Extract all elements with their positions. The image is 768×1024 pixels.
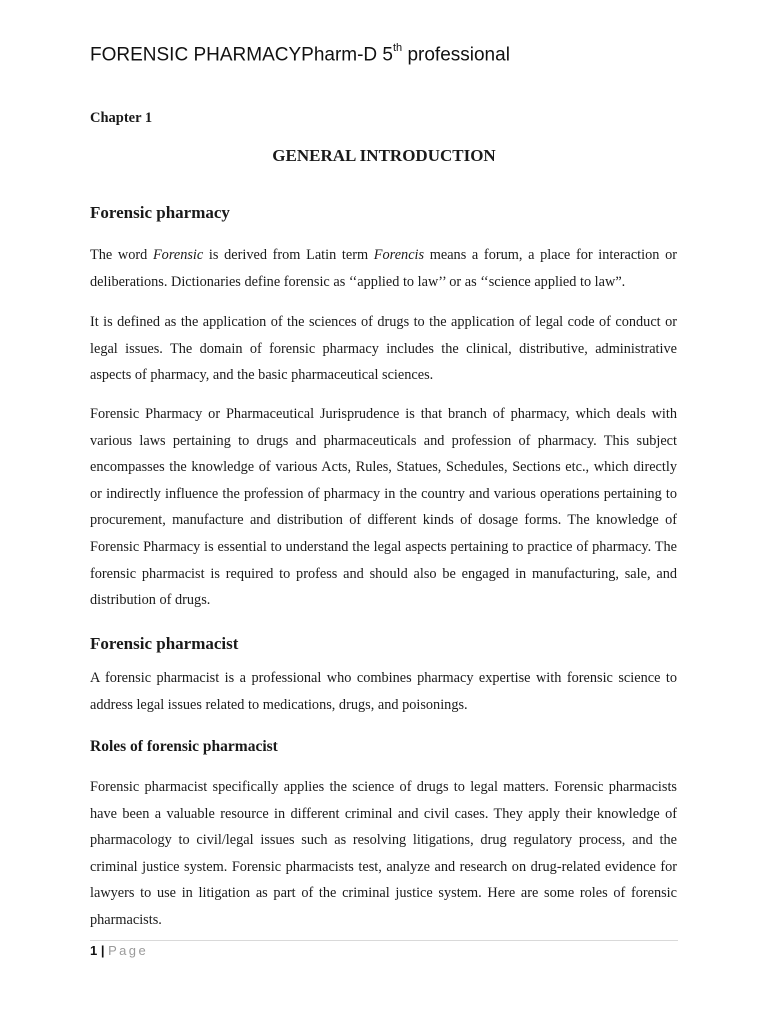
italic-term-forencis: Forencis bbox=[373, 247, 425, 263]
chapter-label: Chapter 1 bbox=[90, 110, 153, 126]
paragraph-jurisprudence: Forensic Pharmacy or Pharmaceutical Jurisprudence is that branch of pharmacy, which deals with various laws pertaining to drugs and pharmaceuticals and profession of pharmacy. This subject encompasses the knowledge of various Acts, Rules, Statues, Schedules, Sections etc., which directly or indirectly influence the profession of pharmacy in the country and various operations pertaining to procurement, manufacture and distribution of different kinds of dosage forms. The knowledge of Forensic Pharmacy is essential to understand the legal aspects pertaining to practice of pharmacy. The forensic pharmacist is required to profess and should also be engaged in manufacturing, sale, and distribution of drugs. bbox=[90, 406, 677, 609]
page-footer bbox=[90, 943, 148, 958]
paragraph-pharmacist-definition: A forensic pharmacist is a professional who combines pharmacy expertise with forensic science to address legal issues related to medications, drugs, and poisonings. bbox=[90, 670, 677, 713]
paragraph-roles: Forensic pharmacist specifically applies the science of drugs to legal matters. Forensic pharmacists have been a valuable resource in different criminal and civil cases. They apply their knowledge of pharmacology to civil/legal issues such as resolving litigations, drug regulatory process, and the criminal justice system. Forensic pharmacists test, analyze and research on drug-related evidence for lawyers to use in litigation as part of the criminal justice system. Here are some roles of forensic pharmacists. bbox=[90, 779, 677, 928]
text-run: means a forum, a place for interaction or deliberations. Dictionaries define forensic as ‘‘applied to law’’ or as ‘‘science applied to law”. bbox=[90, 247, 677, 290]
header-level: professional bbox=[402, 44, 510, 66]
footer-separator: | bbox=[97, 943, 109, 958]
header-course: FORENSIC PHARMACY bbox=[90, 44, 302, 66]
page-header bbox=[90, 44, 510, 66]
header-superscript: th bbox=[393, 42, 403, 54]
italic-term-forensic: Forensic bbox=[152, 247, 204, 263]
header-program: Pharm-D 5 bbox=[301, 44, 393, 66]
text-run: is derived from Latin term bbox=[203, 247, 374, 263]
heading-forensic-pharmacist: Forensic pharmacist bbox=[90, 634, 239, 653]
page-title: GENERAL INTRODUCTION bbox=[272, 146, 496, 165]
paragraph-forensic-definition bbox=[90, 242, 677, 295]
page-number: 1 bbox=[90, 943, 98, 958]
footer-divider bbox=[90, 940, 678, 941]
heading-forensic-pharmacy: Forensic pharmacy bbox=[90, 203, 230, 222]
text-run: The word bbox=[90, 247, 153, 263]
paragraph-application: It is defined as the application of the sciences of drugs to the application of legal code of conduct or legal issues. The domain of forensic pharmacy includes the clinical, distributive, administrative aspects of pharmacy, and the basic pharmaceutical sciences. bbox=[90, 314, 677, 384]
heading-roles: Roles of forensic pharmacist bbox=[90, 738, 278, 755]
page-label: Page bbox=[108, 943, 149, 958]
